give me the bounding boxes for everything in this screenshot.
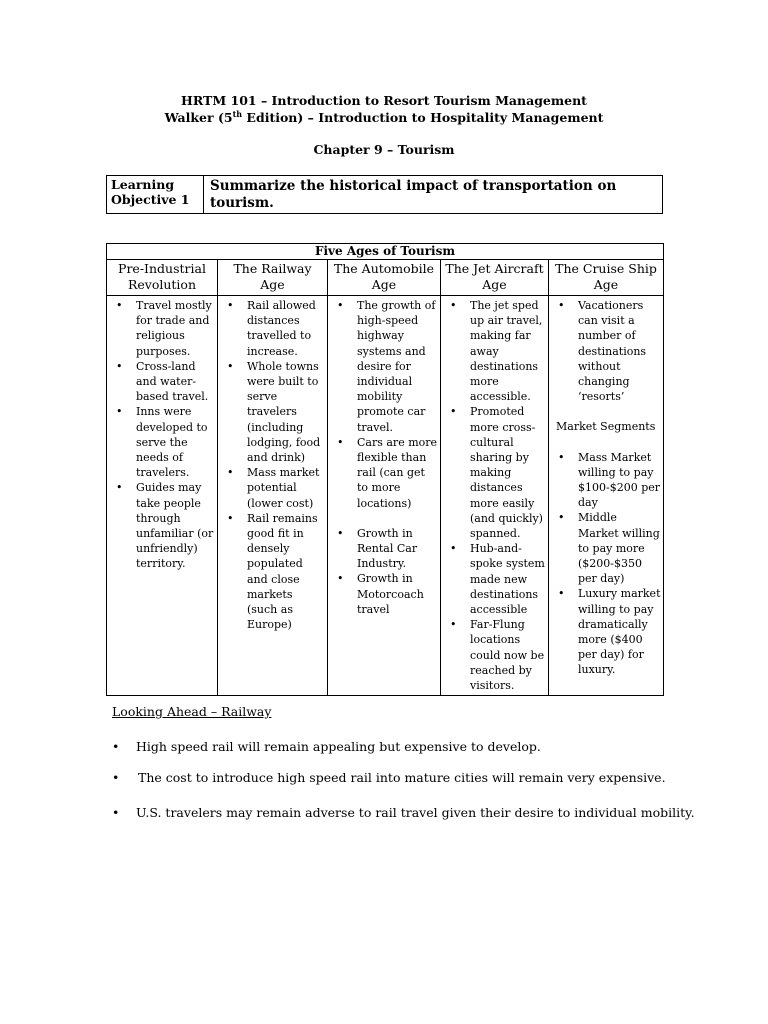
- learning-objective-table: [106, 175, 663, 214]
- list-item: • Cross-land and water-based travel.: [107, 359, 215, 405]
- list-item: • Promoted more cross-cultural sharing by making distances more easily (and quickly) spanned.: [441, 404, 546, 541]
- list-item: • The growth of high-speed highway systems and desire for individual mobility promote car travel.: [328, 298, 438, 435]
- course-title: HRTM 101 – Introduction to Resort Tourism Management: [181, 93, 587, 108]
- objective-label: Learning Objective 1: [107, 176, 204, 214]
- looking-ahead-heading: Looking Ahead – Railway: [112, 704, 272, 719]
- list-item: • Middle Market willing to pay more ($200-$350 per day): [549, 510, 661, 586]
- chapter-title: Chapter 9 – Tourism: [313, 142, 455, 157]
- table-caption: Five Ages of Tourism: [107, 244, 664, 260]
- column-header-preindustrial: Pre-Industrial Revolution: [107, 260, 218, 296]
- edition-superscript: th: [232, 108, 243, 119]
- column-header-jet: The Jet Aircraft Age: [441, 260, 549, 296]
- list-item: • Mass Market willing to pay $100-$200 per day: [549, 450, 661, 511]
- bullet-icon: •: [112, 770, 120, 785]
- list-item: • Guides may take people through unfamiliar (or unfriendly) territory.: [107, 480, 215, 571]
- column-header-automobile: The Automobile Age: [328, 260, 441, 296]
- list-item: • Growth in Motorcoach travel: [328, 571, 438, 617]
- list-item: • Rail allowed distances travelled to increase.: [218, 298, 325, 359]
- list-item: • Growth in Rental Car Industry.: [328, 526, 438, 572]
- cell-railway: [218, 296, 328, 696]
- cell-cruise: [549, 296, 664, 696]
- list-item: • Whole towns were built to serve travelers (including lodging, food and drink): [218, 359, 325, 465]
- five-ages-table: [106, 243, 664, 696]
- column-header-railway: The Railway Age: [218, 260, 328, 296]
- list-item: • Vacationers can visit a number of destinations without changing ‘resorts’: [549, 298, 661, 404]
- list-item: • Cars are more flexible than rail (can get to more locations): [328, 435, 438, 511]
- column-header-cruise: The Cruise Ship Age: [549, 260, 664, 296]
- list-item: • Inns were developed to serve the needs of travelers.: [107, 404, 215, 480]
- list-item: • Travel mostly for trade and religious purposes.: [107, 298, 215, 359]
- cell-preindustrial: [107, 296, 218, 696]
- list-item: • Rail remains good fit in densely populated and close markets (such as Europe): [218, 511, 325, 633]
- market-segments-label: Market Segments: [556, 420, 656, 434]
- textbook-title: Walker (5th Edition) – Introduction to Hospitality Management: [164, 108, 604, 125]
- cell-jet: [441, 296, 549, 696]
- cell-automobile: [328, 296, 441, 696]
- list-item: • The jet sped up air travel, making far away destinations more accessible.: [441, 298, 546, 404]
- bullet-icon: •: [112, 739, 120, 754]
- objective-text: Summarize the historical impact of transportation on tourism.: [204, 176, 663, 214]
- list-item: • Hub-and-spoke system made new destinations accessible: [441, 541, 546, 617]
- bullet-icon: •: [112, 805, 120, 820]
- list-item: • Mass market potential (lower cost): [218, 465, 325, 511]
- list-item: • Far-Flung locations could now be reached by visitors.: [441, 617, 546, 693]
- list-item: • Luxury market willing to pay dramatically more ($400 per day) for luxury.: [549, 586, 661, 677]
